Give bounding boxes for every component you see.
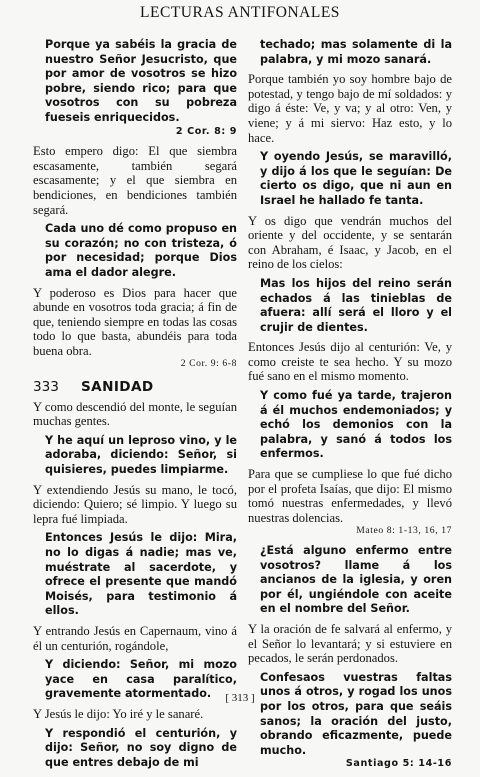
- response-paragraph: Confesaos vuestras faltas unos á otros, y rogad los unos por los otros, para que seáis sanos; la oración del justo, obrando eficazmente, puede mucho. Santiago 5: 14-16: [248, 671, 452, 772]
- response-paragraph: Y oyendo Jesús, se maravilló, y dijo á los que le seguían: De cierto os digo, que ni aun en Israel he hallado fe tanta.: [260, 150, 452, 207]
- page-header: LECTURAS ANTIFONALES: [140, 4, 340, 21]
- response-paragraph: Porque ya sabéis la gracia de nuestro Señor Jesucristo, que por amor de vosotros se hizo pobre, siendo rico; para que vosotros con su pobreza fueseis enriquecidos. 2 Cor. 8: 9: [33, 38, 237, 139]
- response-paragraph: Y he aquí un leproso vino, y le adoraba, diciendo: Señor, si quisieres, puedes limpiarme.: [45, 433, 237, 477]
- response-paragraph: techado; mas solamente di la palabra, y mi mozo sanará.: [260, 38, 452, 66]
- response-paragraph: Entonces Jesús le dijo: Mira, no lo digas á nadie; mas ve, muéstrate al sacerdote, y ofrece el presente que mandó Moisés, para testimonio á ellos.: [45, 531, 237, 618]
- reader-paragraph: Entonces Jesús dijo al centurión: Ve, y como creiste te sea hecho. Y su mozo fué sano en el mismo momento.: [248, 340, 452, 384]
- reader-paragraph: Para que se cumpliese lo que fué dicho por el profeta Isaías, que dijo: El mismo tomó nuestras enfermedades, y llevó nuestras dolencias. Mateo 8: 1-13, 16, 17: [248, 467, 452, 539]
- reader-paragraph: Esto empero digo: El que siembra escasamente, también segará escasamente; y el que siembra en bendiciones, en bendiciones también segará.: [33, 144, 237, 217]
- response-paragraph: Y como fué ya tarde, trajeron á él muchos endemoniados; y echó los demonios con la palabra, y sanó á todos los enfermos.: [260, 389, 452, 461]
- reader-paragraph: Y os digo que vendrán muchos del oriente y del occidente, y se sentarán con Abraham, é Isaac, y Jacob, en el reino de los cielos:: [248, 213, 452, 272]
- left-column: [33, 38, 237, 775]
- response-paragraph: Mas los hijos del reino serán echados á las tinieblas de afuera: allí será el lloro y el crujir de dientes.: [260, 276, 452, 334]
- scripture-reference: 2 Cor. 8: 9: [175, 125, 237, 137]
- reader-paragraph: Y extendiendo Jesús su mano, le tocó, diciendo: Quiero; sé limpio. Y luego su lepra fué limpiada.: [33, 482, 237, 526]
- section-number: 333: [33, 379, 59, 396]
- section-title: SANIDAD: [80, 379, 154, 396]
- page-number: [ 313 ]: [225, 692, 255, 704]
- scripture-reference: 2 Cor. 9: 6-8: [180, 358, 237, 370]
- section-heading: [33, 380, 237, 395]
- scripture-reference: Santiago 5: 14-16: [345, 758, 452, 770]
- response-paragraph: Cada uno dé como propuso en su corazón; no con tristeza, ó por necesidad; porque Dios ama el dador alegre.: [45, 222, 237, 279]
- reader-paragraph: Y poderoso es Dios para hacer que abunde en vosotros toda gracia; á fin de que, teniendo siempre en todas las cosas todo lo que basta, abundéis para toda buena obra. 2 Cor. 9: 6-8: [33, 286, 237, 373]
- reader-paragraph: Y la oración de fe salvará al enfermo, y el Señor lo levantará; y si estuviere en pecados, le serán perdonados.: [248, 621, 452, 666]
- scripture-reference: Mateo 8: 1-13, 16, 17: [356, 525, 452, 537]
- right-column: [248, 38, 452, 777]
- response-paragraph: Y respondió el centurión, y dijo: Señor, no soy digno de que entres debajo de mi: [45, 726, 237, 769]
- response-paragraph: Y diciendo: Señor, mi mozo yace en casa paralítico, gravemente atormentado.: [45, 658, 237, 701]
- reader-paragraph: Y Jesús le dijo: Yo iré y le sanaré.: [33, 706, 204, 721]
- response-paragraph: ¿Está alguno enfermo entre vosotros? llame á los ancianos de la iglesia, y oren por él, ungiéndole con aceite en el nombre del Señor.: [260, 544, 452, 616]
- reader-paragraph: Y como descendió del monte, le seguían muchas gentes.: [33, 399, 237, 429]
- reader-paragraph: Porque también yo soy hombre bajo de potestad, y tengo bajo de mí soldados: y digo á éste: Ve, y va; y al otro: Ven, y viene; y á mi siervo: Haz esto, y lo hace.: [248, 72, 452, 145]
- reader-paragraph: Y entrando Jesús en Capernaum, vino á él un centurión, rogándole,: [33, 623, 237, 653]
